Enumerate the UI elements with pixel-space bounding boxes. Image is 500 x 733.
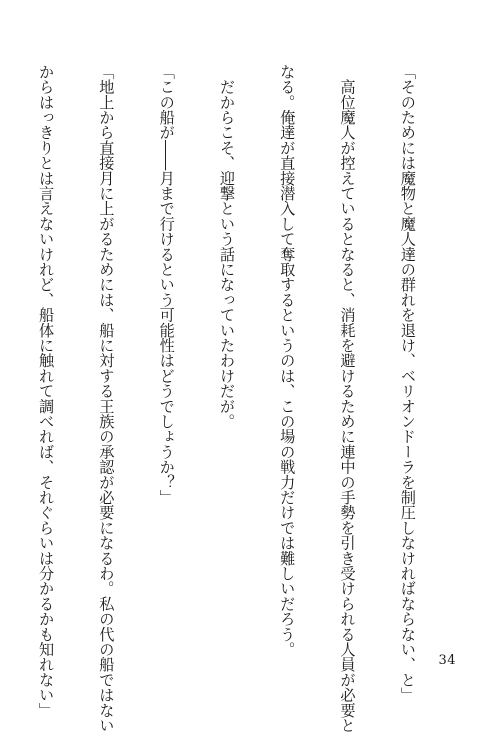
page-number: 34 [438,653,456,668]
text-line: だからこそ、迎撃という話になっていたわけだが。 [217,64,236,429]
text-line: からはっきりとは言えないけれど、船体に触れて調べれば、それぐらいは分かるかも知れない」 [37,64,56,718]
text-line: 「地上から直接月に上がるためには、船に対する王族の承認が必要になるわ。私の代の船ではない [97,64,116,733]
text-line: なる。俺達が直接潜入して奪取するというのは、この場の戦力だけでは難しいだろう。 [278,64,297,657]
text-line: 高位魔人が控えているとなると、消耗を避けるために連中の手勢を引き受けられる人員が必要と [338,64,357,733]
text-line: 「この船が――月まで行けるという可能性はどうでしょうか？」 [157,64,176,505]
text-line: 「そのためには魔物と魔人達の群れを退け、ベリオンドーラを制圧しなければならない、と」 [398,64,417,703]
